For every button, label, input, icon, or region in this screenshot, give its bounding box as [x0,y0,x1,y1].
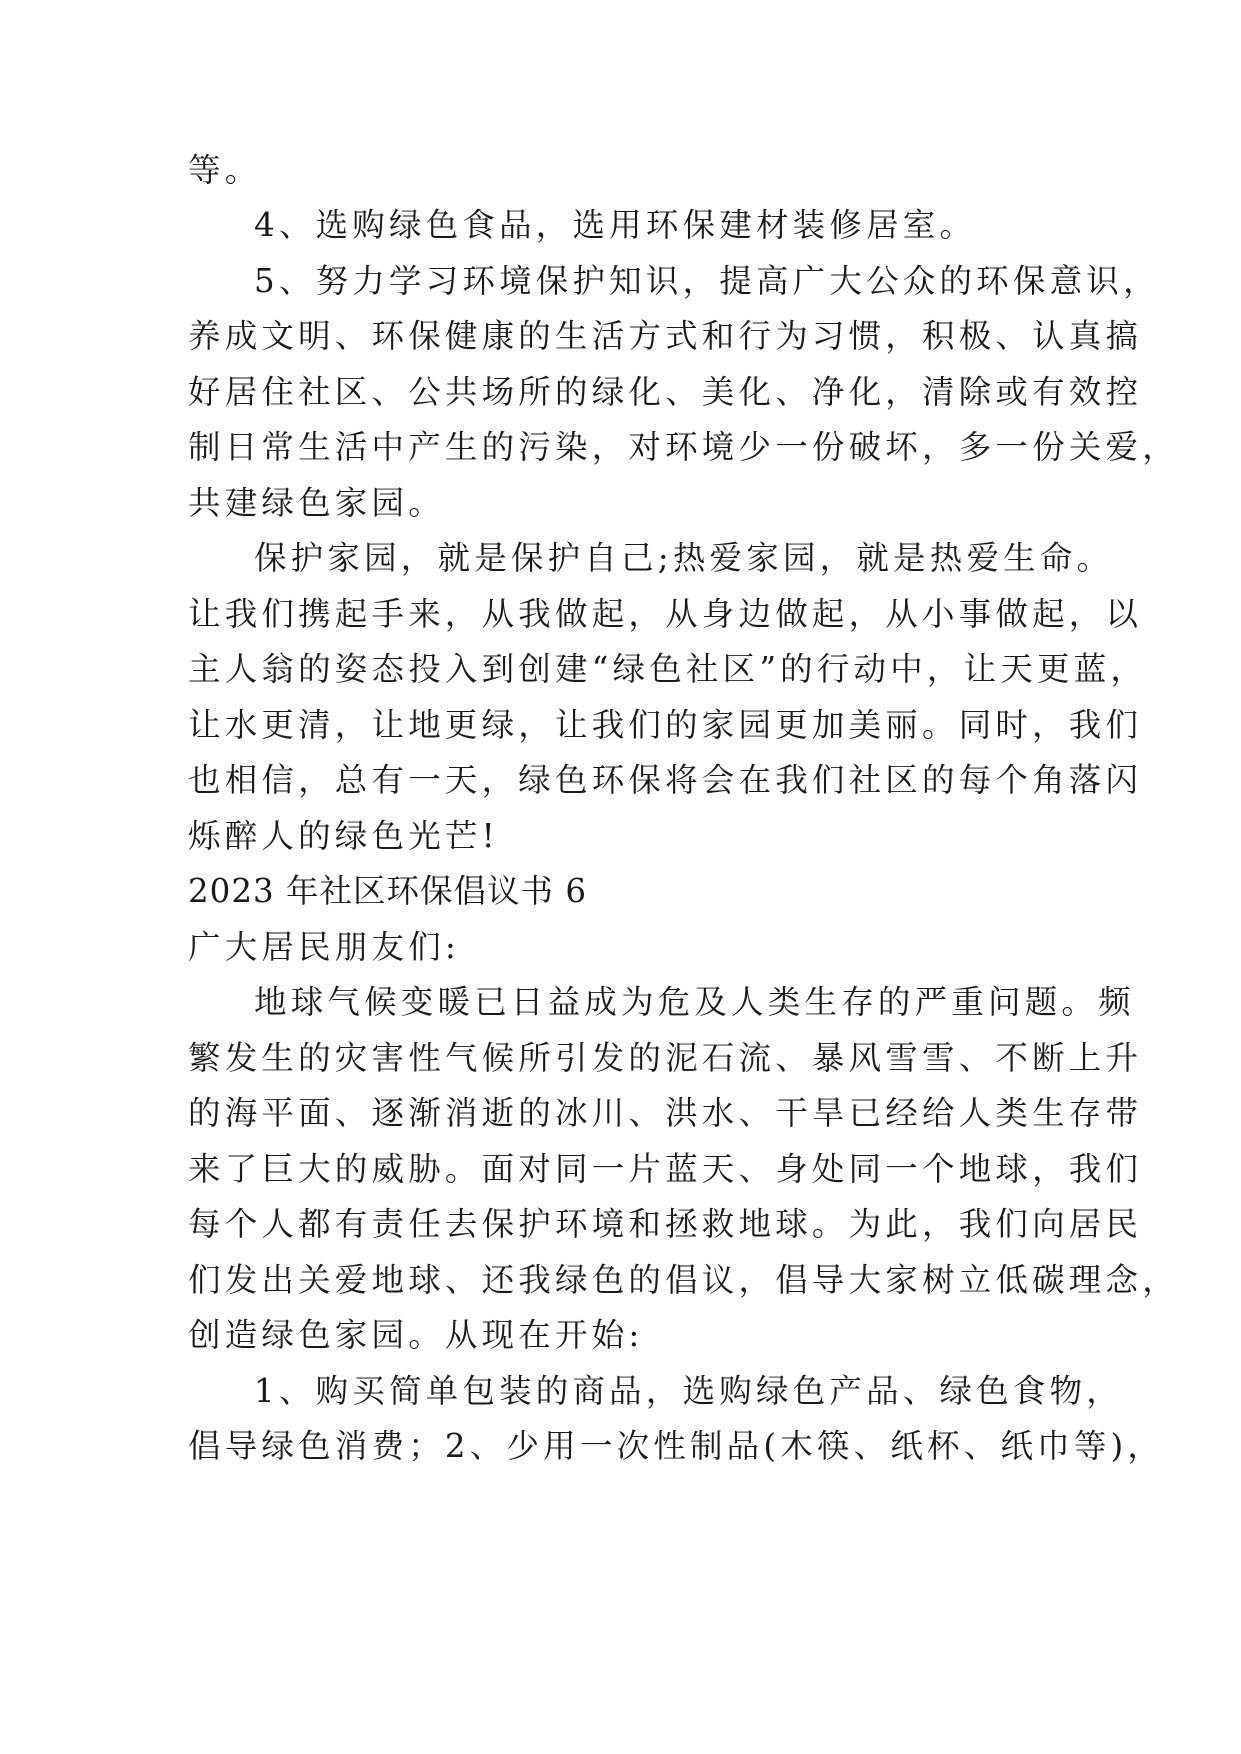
paragraph-line: 繁发生的灾害性气候所引发的泥石流、暴风雪雪、不断上升 [188,1039,1143,1077]
salutation: 广大居民朋友们: [188,928,461,966]
paragraph-line: 保护家园，就是保护自己;热爱家园，就是热爱生命。 [254,539,1114,577]
section-title: 2023 年社区环保倡议书 6 [188,872,588,910]
paragraph-line: 好居住社区、公共场所的绿化、美化、净化，清除或有效控 [188,373,1143,411]
paragraph-line: 养成文明、环保健康的生活方式和行为习惯，积极、认真搞 [188,317,1143,355]
paragraph-line: 5、努力学习环境保护知识，提高广大公众的环保意识， [254,262,1160,300]
paragraph-line: 主人翁的姿态投入到创建“绿色社区”的行动中，让天更蓝， [188,650,1148,688]
paragraph-line: 让水更清，让地更绿，让我们的家园更加美丽。同时，我们 [188,706,1143,744]
paragraph-line: 也相信，总有一天，绿色环保将会在我们社区的每个角落闪 [188,761,1143,799]
paragraph-line: 制日常生活中产生的污染，对环境少一份破坏，多一份关爱， [188,428,1179,466]
paragraph-line: 每个人都有责任去保护环境和拯救地球。为此，我们向居民 [188,1205,1143,1243]
paragraph-line: 共建绿色家园。 [188,484,445,522]
paragraph-line: 4、选购绿色食品，选用环保建材装修居室。 [254,206,977,244]
paragraph-line: 等。 [188,151,262,189]
paragraph-line: 来了巨大的威胁。面对同一片蓝天、身处同一个地球，我们 [188,1150,1143,1188]
paragraph-line: 1、购买简单包装的商品，选购绿色产品、绿色食物， [254,1372,1123,1410]
paragraph-line: 让我们携起手来，从我做起，从身边做起，从小事做起，以 [188,595,1143,633]
paragraph-line: 的海平面、逐渐消逝的冰川、洪水、干旱已经给人类生存带 [188,1094,1143,1132]
paragraph-line: 地球气候变暖已日益成为危及人类生存的严重问题。频 [254,983,1135,1021]
paragraph-line: 创造绿色家园。从现在开始: [188,1316,644,1354]
paragraph-line: 们发出关爱地球、还我绿色的倡议，倡导大家树立低碳理念， [188,1261,1179,1299]
paragraph-line: 烁醉人的绿色光芒! [188,817,499,855]
paragraph-line: 倡导绿色消费；2、少用一次性制品(木筷、纸杯、纸巾等)， [188,1427,1165,1465]
